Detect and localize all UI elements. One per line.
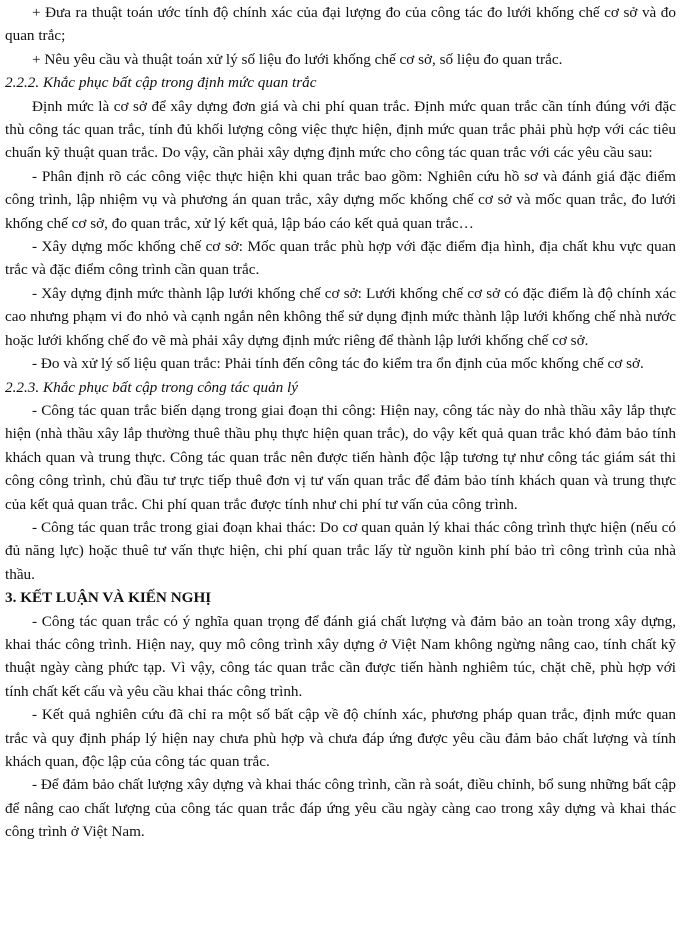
paragraph-bullet-processing: + Nêu yêu cầu và thuật toán xử lý số liệu đo lưới khống chế cơ sở, số liệu đo quan trắc. <box>32 50 563 68</box>
paragraph-conclusion-recommendation: - Để đảm bảo chất lượng xây dựng và khai thác công trình, cần rà soát, điều chỉnh, bổ sung những bất cập để nâng cao chất lượng của công tác quan trắc đáp ứng yêu cầu ngày càng cao trong xây dựng và khai thác công trình ở Việt Nam. <box>5 776 676 841</box>
paragraph-bullet-accuracy: + Đưa ra thuật toán ước tính độ chính xác của đại lượng đo của công tác đo lưới khống chế cơ sở và đo quan trắc; <box>5 4 676 45</box>
paragraph-norms-tasks: - Phân định rõ các công việc thực hiện khi quan trắc bao gồm: Nghiên cứu hồ sơ và đánh giá đặc điểm công trình, lập nhiệm vụ và phương án quan trắc, xây dựng mốc khống chế cơ sở và mốc quan trắc, đo lưới khống chế cơ sở, đo quan trắc, xử lý kết quả, lập báo cáo kết quả quan trắc… <box>5 167 676 232</box>
section-heading-2-2-2: 2.2.2. Khắc phục bất cập trong định mức quan trắc <box>5 74 317 92</box>
section-heading-2-2-3: 2.2.3. Khắc phục bất cập trong công tác quản lý <box>5 378 299 396</box>
section-heading-conclusion: 3. KẾT LUẬN VÀ KIẾN NGHỊ <box>5 589 212 607</box>
paragraph-management-construction: - Công tác quan trắc biến dạng trong giai đoạn thi công: Hiện nay, công tác này do nhà thầu xây lắp thực hiện (nhà thầu xây lắp thường thuê thầu phụ thực hiện quan trắc), do vậy kết quả quan trắc khó đảm bảo tính khách quan và trung thực. Công tác quan trắc nên được tiến hành độc lập tương tự như công tác giám sát thi công công trình, chủ đầu tư trực tiếp thuê đơn vị tư vấn quan trắc để đảm bảo tính khách quan và trung thực của kết quả quan trắc. Chi phí quan trắc được tính như chi phí tư vấn của công trình. <box>5 401 676 513</box>
paragraph-norms-control-network: - Xây dựng định mức thành lập lưới khống chế cơ sở: Lưới khống chế cơ sở có đặc điểm là độ chính xác cao nhưng phạm vi đo nhỏ và cạnh ngắn nên không thể sử dụng định mức thành lập lưới khống chế nhà nước hoặc lưới khống chế đo vẽ mà phải xây dựng định mức riêng để thành lập lưới khống chế cơ sở. <box>5 284 676 349</box>
paragraph-conclusion-importance: - Công tác quan trắc có ý nghĩa quan trọng để đánh giá chất lượng và đảm bảo an toàn trong xây dựng, khai thác công trình. Hiện nay, quy mô công trình xây dựng ở Việt Nam không ngừng nâng cao, tính chất kỹ thuật ngày càng phức tạp. Vì vậy, công tác quan trắc cần được tiến hành nghiêm túc, chặt chẽ, phù hợp với tính chất kết cấu và yêu cầu khai thác công trình. <box>5 612 676 700</box>
paragraph-conclusion-findings: - Kết quả nghiên cứu đã chỉ ra một số bất cập về độ chính xác, phương pháp quan trắc, định mức quan trắc và quy định pháp lý hiện nay chưa phù hợp và chưa đáp ứng được yêu cầu đảm bảo chất lượng và tính khách quan, độc lập của công tác quan trắc. <box>5 706 676 770</box>
paragraph-norms-intro: Định mức là cơ sở để xây dựng đơn giá và chi phí quan trắc. Định mức quan trắc cần tính đúng với đặc thù công tác quan trắc, tính đủ khối lượng công việc thực hiện, định mức quan trắc phải phù hợp với các tiêu chuẩn kỹ thuật quan trắc. Do vậy, cần phải xây dựng định mức cho công tác quan trắc với các yêu cầu sau: <box>5 97 676 162</box>
paragraph-management-operation: - Công tác quan trắc trong giai đoạn khai thác: Do cơ quan quản lý khai thác công trình thực hiện (nếu có đủ năng lực) hoặc thuê tư vấn thực hiện, chi phí quan trắc lấy từ nguồn kinh phí bảo trì công trình của nhà thầu. <box>5 518 676 583</box>
paragraph-norms-benchmarks: - Xây dựng mốc khống chế cơ sở: Mốc quan trắc phù hợp với đặc điểm địa hình, địa chất khu vực quan trắc và đặc điểm công trình cần quan trắc. <box>5 238 676 279</box>
paragraph-norms-data-processing: - Đo và xử lý số liệu quan trắc: Phải tính đến công tác đo kiểm tra ổn định của mốc khống chế cơ sở. <box>32 355 644 373</box>
